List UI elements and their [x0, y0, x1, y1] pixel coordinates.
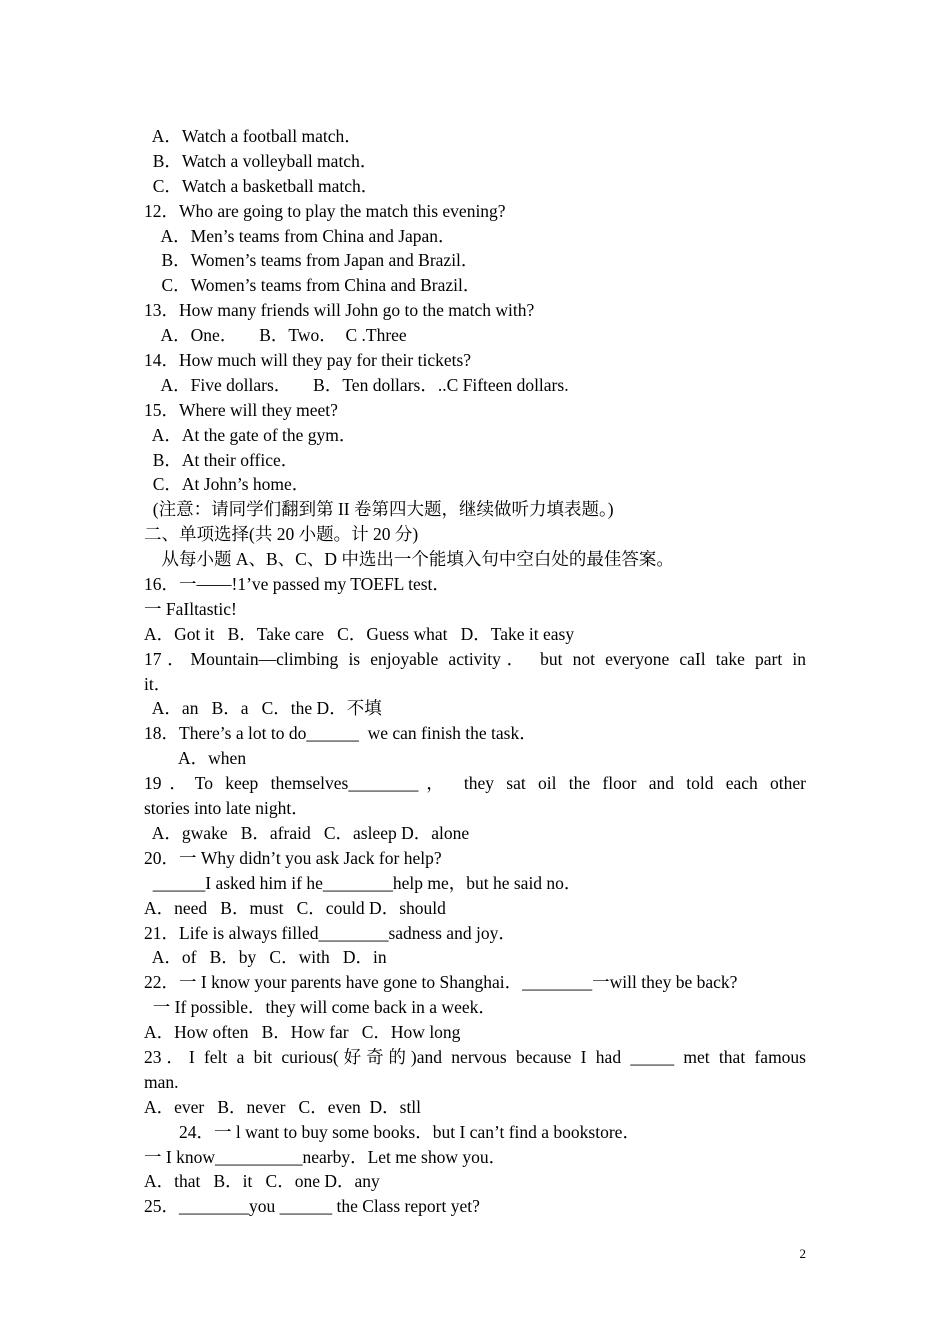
- listening-note: (注意：请同学们翻到第 II 卷第四大题，继续做听力填表题。): [144, 499, 614, 520]
- option-line: B．At their office．: [144, 449, 299, 470]
- option-line: A．Five dollars． B．Ten dollars．..C Fifteen dollars.: [144, 374, 569, 395]
- option-line: C．Women’s teams from China and Brazil．: [144, 275, 481, 296]
- exam-text-block: [144, 124, 806, 1219]
- question-21: 21．Life is always filled________sadness and joy．: [144, 922, 516, 943]
- option-line: C．At John’s home．: [144, 474, 310, 495]
- question-19: 19．To keep themselves________， they sat oil the floor and told each other: [144, 773, 806, 794]
- option-line: C．Watch a basketball match．: [144, 175, 379, 196]
- question-line: 一 FaIltastic!: [144, 598, 237, 619]
- question-12: 12．Who are going to play the match this evening?: [144, 200, 506, 221]
- question-18: 18．There’s a lot to do______ we can finish the task．: [144, 723, 537, 744]
- question-15: 15．Where will they meet?: [144, 399, 338, 420]
- option-line: A．At the gate of the gym．: [144, 424, 357, 445]
- section-heading: 二、单项选择(共 20 小题。计 20 分): [144, 524, 419, 545]
- question-13: 13．How many friends will John go to the match with?: [144, 300, 535, 321]
- question-25: 25．________you ______ the Class report yet?: [144, 1196, 480, 1217]
- option-line: B．Watch a volleyball match．: [144, 150, 378, 171]
- question-17: 17．Mountain—climbing is enjoyable activity． but not everyone caIl take part in: [144, 648, 806, 669]
- question-line: 一 If possible．they will come back in a week．: [144, 997, 496, 1018]
- question-line: stories into late night．: [144, 798, 309, 819]
- question-22: 22．一 I know your parents have gone to Shanghai．________一will they be back?: [144, 972, 738, 993]
- option-line: A．an B．a C．the D．不填: [144, 698, 382, 719]
- question-line: 一 I know__________nearby．Let me show you．: [144, 1146, 507, 1167]
- option-line: A．that B．it C．one D．any: [144, 1171, 380, 1192]
- question-24: 24．一 l want to buy some books．but I can’t find a bookstore．: [144, 1121, 640, 1142]
- question-line: it．: [144, 673, 172, 694]
- question-line: ______I asked him if he________help me，but he said no．: [144, 872, 582, 893]
- option-line: A．of B．by C．with D．in: [144, 947, 387, 968]
- option-line: A．ever B．never C．even D．stll: [144, 1096, 422, 1117]
- option-line: A．One． B．Two． C .Three: [144, 325, 407, 346]
- option-line: A．when: [144, 748, 247, 769]
- question-16: 16．一——!1’ve passed my TOEFL test．: [144, 574, 450, 595]
- section-instructions: 从每小题 A、B、C、D 中选出一个能填入句中空白处的最佳答案。: [144, 549, 674, 570]
- option-line: A．Got it B．Take care C．Guess what D．Take it easy: [144, 623, 575, 644]
- option-line: A．gwake B．afraid C．asleep D．alone: [144, 822, 470, 843]
- option-line: A．Watch a football match．: [144, 126, 362, 146]
- question-23: 23．I felt a bit curious(好奇的)and nervous because I had _____ met that famous: [144, 1046, 806, 1067]
- option-line: A．need B．must C．could D．should: [144, 897, 446, 918]
- question-line: man.: [144, 1071, 179, 1092]
- option-line: A．How often B．How far C．How long: [144, 1022, 461, 1043]
- page-number: 2: [799, 1246, 806, 1261]
- option-line: A．Men’s teams from China and Japan．: [144, 225, 456, 246]
- option-line: B．Women’s teams from Japan and Brazil．: [144, 250, 479, 271]
- question-14: 14．How much will they pay for their tickets?: [144, 350, 472, 371]
- question-20: 20．一 Why didn’t you ask Jack for help?: [144, 847, 442, 868]
